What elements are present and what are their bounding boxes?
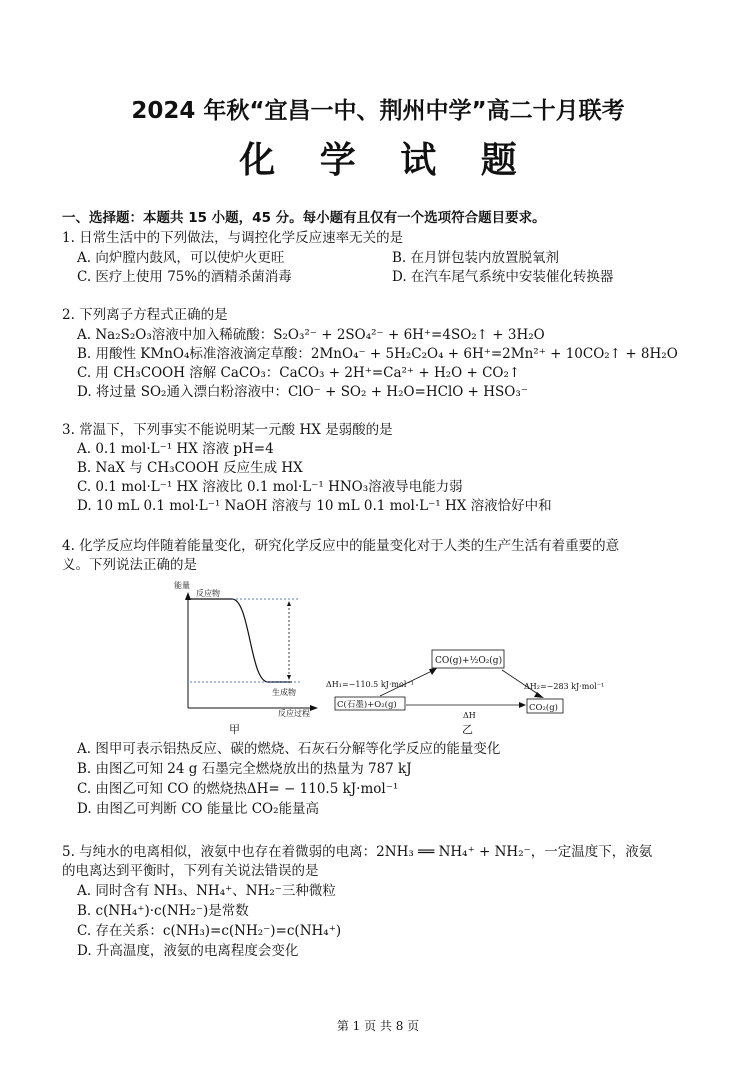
- section-heading: 一、选择题：本题共 15 小题，45 分。每小题有且仅有一个选项符合题目要求。: [62, 210, 546, 226]
- q2-stem: 2. 下列离子方程式正确的是: [62, 307, 228, 323]
- figure-jia: [174, 580, 318, 736]
- jia-product-label: 生成物: [272, 688, 296, 697]
- q1-option-a: A. 向炉膛内鼓风，可以使炉火更旺: [77, 250, 285, 266]
- jia-delta-bottom-arrow-icon: [287, 675, 291, 680]
- yi-arrow-3-head-icon: [519, 702, 526, 708]
- yi-arrow-2-head-icon: [534, 692, 544, 698]
- q5-option-b: B. c(NH₄⁺)·c(NH₂⁻)是常数: [77, 903, 249, 919]
- jia-x-arrow-icon: [310, 705, 318, 711]
- q3-option-a: A. 0.1 mol·L⁻¹ HX 溶液 pH=4: [77, 441, 274, 457]
- yi-top-box-label: CO(g)+½O₂(g): [435, 656, 503, 666]
- page-footer: 第 1 页 共 8 页: [336, 1019, 420, 1033]
- q4-option-c: C. 由图乙可知 CO 的燃烧热ΔH= − 110.5 kJ·mol⁻¹: [77, 781, 399, 797]
- q1-stem: 1. 日常生活中的下列做法，与调控化学反应速率无关的是: [62, 230, 404, 246]
- q1-option-c: C. 医疗上使用 75%的酒精杀菌消毒: [77, 269, 292, 285]
- jia-caption: 甲: [229, 723, 240, 736]
- q4-option-d: D. 由图乙可判断 CO 能量比 CO₂能量高: [77, 801, 320, 817]
- q3-option-b: B. NaX 与 CH₃COOH 反应生成 HX: [77, 460, 303, 476]
- yi-left-box-label: C(石墨)+O₂(g): [337, 700, 397, 710]
- yi-dh2-label: ΔH₂=−283 kJ·mol⁻¹: [524, 682, 605, 691]
- q5-option-a: A. 同时含有 NH₃、NH₄⁺、NH₂⁻三种微粒: [77, 883, 336, 899]
- jia-xlabel: 反应过程: [278, 709, 310, 718]
- q5-option-c: C. 存在关系：c(NH₃)=c(NH₂⁻)=c(NH₄⁺): [77, 923, 342, 939]
- q3-option-d: D. 10 mL 0.1 mol·L⁻¹ NaOH 溶液与 10 mL 0.1 mol·L⁻¹ HX 溶液恰好中和: [77, 498, 552, 514]
- q4-stem-line2: 义。下列说法正确的是: [62, 557, 197, 573]
- figure-yi: [326, 650, 604, 736]
- jia-ylabel: 能量: [174, 581, 190, 590]
- q3-option-c: C. 0.1 mol·L⁻¹ HX 溶液比 0.1 mol·L⁻¹ HNO₃溶液导电能力弱: [77, 479, 463, 495]
- q1-option-d: D. 在汽车尾气系统中安装催化转换器: [392, 269, 614, 285]
- yi-dh1-label: ΔH₁=−110.5 kJ·mol⁻¹: [326, 680, 414, 689]
- q2-option-b-prefix: B. 用酸性 KMnO₄标准溶液滴定草酸：: [77, 346, 311, 362]
- jia-reactant-label: 反应物: [196, 589, 220, 598]
- q3-stem: 3. 常温下，下列事实不能说明某一元酸 HX 是弱酸的是: [62, 422, 393, 438]
- q4-option-b: B. 由图乙可知 24 g 石墨完全燃烧放出的热量为 787 kJ: [77, 761, 412, 777]
- q2-option-a-equation: S₂O₃²⁻ + 2SO₄²⁻ + 6H⁺=4SO₂↑ + 3H₂O: [273, 327, 545, 343]
- q2-option-c-equation: CaCO₃ + 2H⁺=Ca²⁺ + H₂O + CO₂↑: [279, 365, 521, 381]
- jia-delta-top-arrow-icon: [287, 601, 291, 606]
- q2-option-d-equation: ClO⁻ + SO₂ + H₂O=HClO + HSO₃⁻: [287, 384, 528, 400]
- yi-right-box-label: CO₂(g): [529, 703, 558, 713]
- q1-option-b: B. 在月饼包装内放置脱氧剂: [392, 250, 560, 266]
- q4-stem-line1: 4. 化学反应均伴随着能量变化，研究化学反应中的能量变化对于人类的生产生活有着重要的意: [62, 538, 620, 554]
- q2-option-d-prefix: D. 将过量 SO₂通入漂白粉溶液中：: [77, 384, 288, 400]
- yi-caption: 乙: [462, 723, 473, 736]
- exam-title: 2024 年秋“宜昌一中、荆州中学”高二十月联考: [131, 98, 625, 124]
- q5-stem-line1: 5. 与纯水的电离相似，液氨中也存在着微弱的电离：2NH₃ ══ NH₄⁺ + NH₂⁻，一定温度下，液氨: [62, 844, 653, 860]
- jia-energy-curve: [190, 599, 292, 682]
- q2-option-c-prefix: C. 用 CH₃COOH 溶解 CaCO₃：: [77, 365, 280, 381]
- q2-option-b-equation: 2MnO₄⁻ + 5H₂C₂O₄ + 6H⁺=2Mn²⁺ + 10CO₂↑ + 8H₂O: [310, 346, 678, 362]
- q2-option-a-prefix: A. Na₂S₂O₃溶液中加入稀硫酸：: [77, 327, 274, 343]
- q4-option-a: A. 图甲可表示铝热反应、碳的燃烧、石灰石分解等化学反应的能量变化: [77, 741, 501, 757]
- subject-title: 化 学 试 题: [239, 140, 533, 181]
- q5-option-d: D. 升高温度，液氨的电离程度会变化: [77, 943, 299, 959]
- q5-stem-line2: 的电离达到平衡时，下列有关说法错误的是: [62, 863, 319, 879]
- yi-dh-label: ΔH: [463, 711, 476, 720]
